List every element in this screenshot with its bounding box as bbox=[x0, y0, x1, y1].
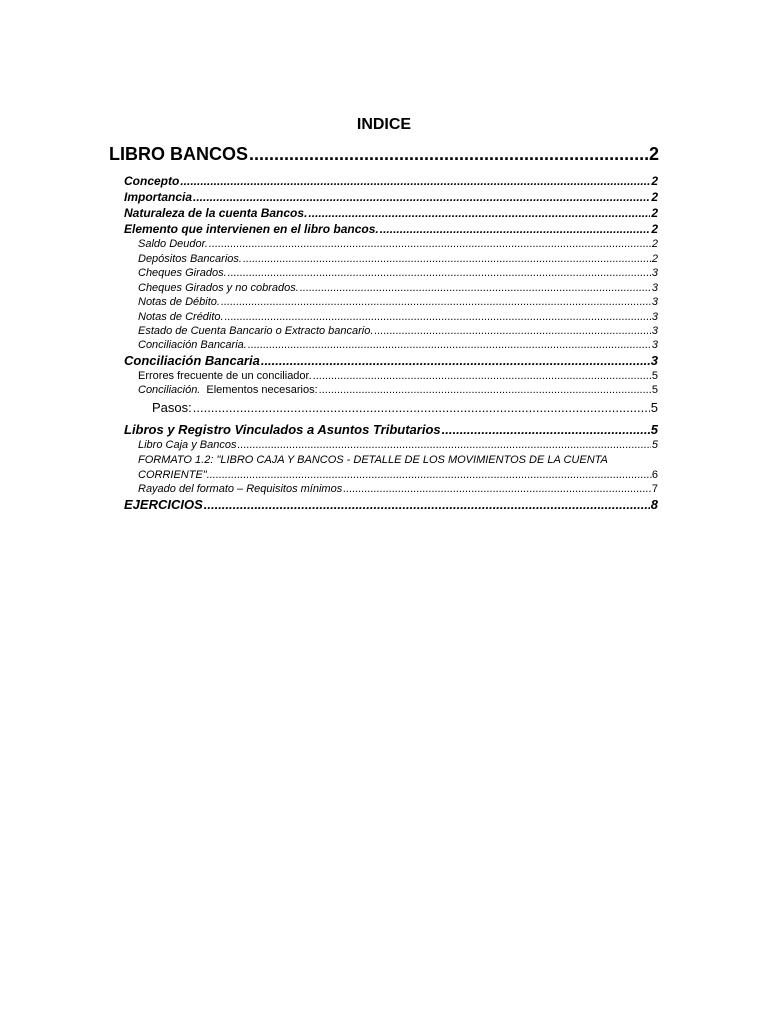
toc-entry-importancia[interactable]: Importancia ..... 2 bbox=[124, 190, 658, 204]
page-title: INDICE bbox=[356, 116, 412, 133]
toc-entry-formato[interactable]: FORMATO 1.2: "LIBRO CAJA Y BANCOS - DETALLE DE LOS MOVIMIENTOS DE LA CUENTA CORRIENTE" ..... 6 bbox=[138, 453, 658, 483]
toc-entry-conciliacion-bancaria[interactable]: Conciliación Bancaria ..... 3 bbox=[124, 353, 658, 368]
toc-entry-estado-cuenta[interactable]: Estado de Cuenta Bancario o Extracto bancario. ..... 3 bbox=[138, 325, 658, 337]
toc-entry-pasos[interactable]: Pasos: ..... 5 bbox=[152, 400, 658, 415]
toc-entry-depositos[interactable]: Depósitos Bancarios. ..... 2 bbox=[138, 253, 658, 265]
toc-entry-cheques-girados[interactable]: Cheques Girados. ..... 3 bbox=[138, 267, 658, 279]
toc-entry-conciliacion-bancaria-sub[interactable]: Conciliación Bancaria. ..... 3 bbox=[138, 339, 658, 351]
toc-entry-conciliacion-elementos[interactable]: Conciliación. Elementos necesarios: ..... 5 bbox=[138, 384, 658, 396]
toc-entry-notas-debito[interactable]: Notas de Débito. ..... 3 bbox=[138, 296, 658, 308]
toc-entry-elemento[interactable]: Elemento que intervienen en el libro bancos. ..... 2 bbox=[124, 222, 658, 236]
toc-entry-libro-caja[interactable]: Libro Caja y Bancos ..... 5 bbox=[138, 439, 658, 451]
toc-entry-errores[interactable]: Errores frecuente de un conciliador. ..... 5 bbox=[138, 370, 658, 382]
toc-entry-rayado[interactable]: Rayado del formato – Requisitos mínimos ..... 7 bbox=[138, 483, 658, 495]
toc-entry-cheques-no-cobrados[interactable]: Cheques Girados y no cobrados. ..... 3 bbox=[138, 282, 658, 294]
toc-entry-ejercicios[interactable]: EJERCICIOS ..... 8 bbox=[124, 497, 658, 512]
toc-entry-concepto[interactable]: Concepto ..... 2 bbox=[124, 174, 658, 188]
toc-entry-naturaleza[interactable]: Naturaleza de la cuenta Bancos. ..... 2 bbox=[124, 206, 658, 220]
toc-entry-notas-credito[interactable]: Notas de Crédito. ..... 3 bbox=[138, 311, 658, 323]
toc-entry-saldo-deudor[interactable]: Saldo Deudor. ..... 2 bbox=[138, 238, 658, 250]
toc-entry-libros-registro[interactable]: Libros y Registro Vinculados a Asuntos Tributarios ..... 5 bbox=[124, 422, 658, 437]
toc-entry-libro-bancos[interactable]: LIBRO BANCOS ..... 2 bbox=[109, 144, 659, 165]
